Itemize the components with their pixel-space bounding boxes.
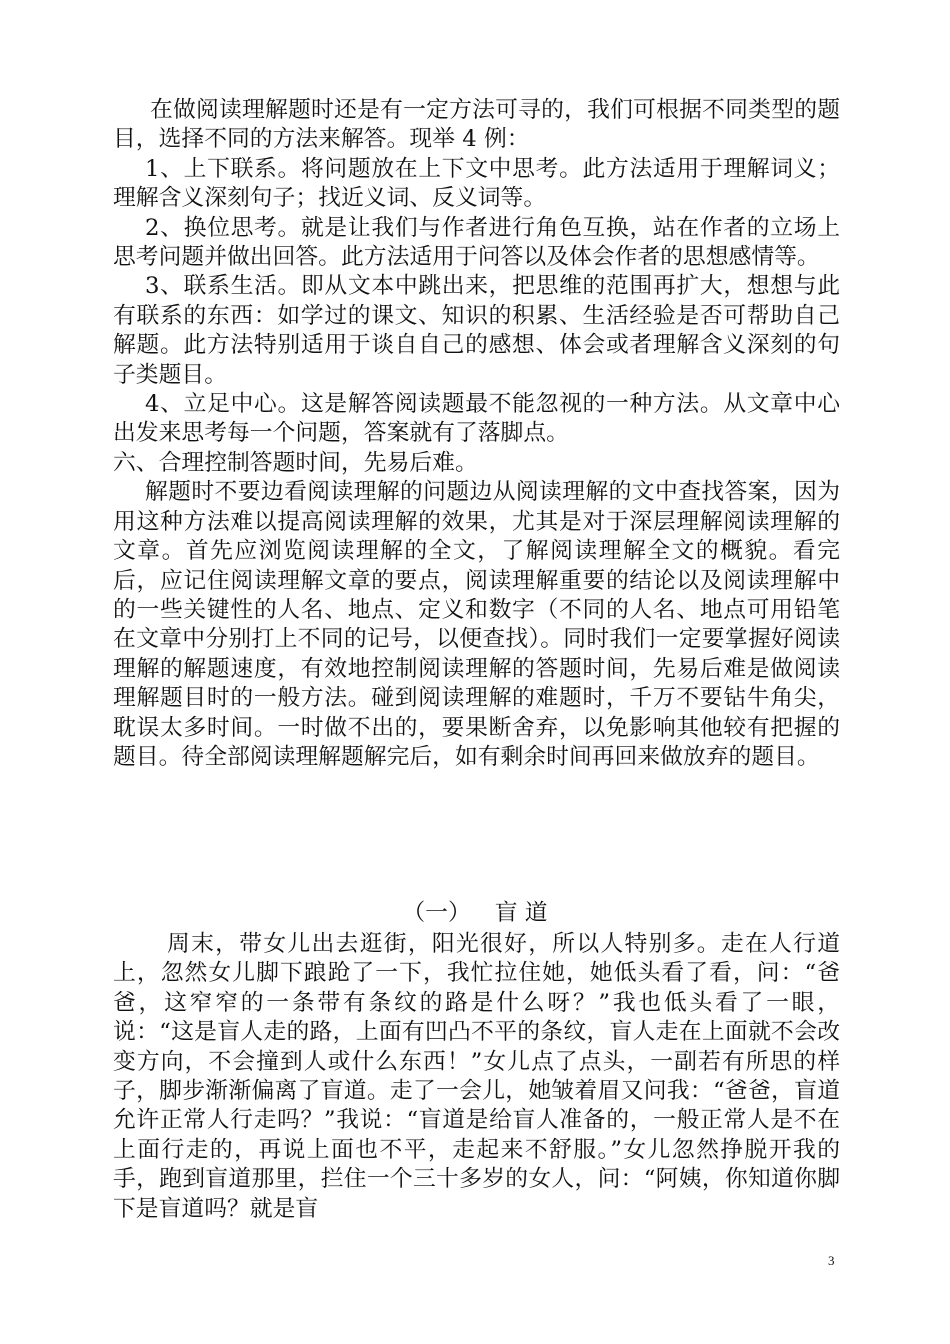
- story-number: （一）: [402, 900, 471, 926]
- section-6-body: 解题时不要边看阅读理解的问题边从阅读理解的文中查找答案，因为用这种方法难以提高阅读理解的效果，尤其是对于深层理解阅读理解的文章。首先应浏览阅读理解的全文，了解阅读理解全文的概貌。看完后，应记住阅读理解文章的要点，阅读理解重要的结论以及阅读理解中的一些关键性的人名、地点、定义和数字（不同的人名、地点可用铅笔在文章中分别打上不同的记号，以便查找）。同时我们一定要掌握好阅读理解的解题速度，有效地控制阅读理解的答题时间，先易后难是做阅读理解题目时的一般方法。碰到阅读理解的难题时，千万不要钻牛角尖，耽误太多时间。一时做不出的，要果断舍弃，以免影响其他较有把握的题目。待全部阅读理解题解完后，如有剩余时间再回来做放弃的题目。: [113, 479, 840, 770]
- methods-text-block: [113, 96, 840, 772]
- method-item-4: 4、立足中心。这是解答阅读题最不能忽视的一种方法。从文章中心出发来思考每一个问题，答案就有了落脚点。: [113, 391, 840, 447]
- story-paragraph: 周末，带女儿出去逛街，阳光很好，所以人特别多。走在人行道上，忽然女儿脚下踉跄了一下，我忙拉住她，她低头看了看，问：“爸爸，这窄窄的一条带有条纹的路是什么呀？”我也低头看了一眼，说：“这是盲人走的路，上面有凹凸不平的条纹，盲人走在上面就不会改变方向，不会撞到人或什么东西！”女儿点了点头，一副若有所思的样子，脚步渐渐偏离了盲道。走了一会儿，她皱着眉又问我：“爸爸，盲道允许正常人行走吗？”我说：“盲道是给盲人准备的，一般正常人是不在上面行走的，再说上面也不平，走起来不舒服。”女儿忽然挣脱开我的手，跑到盲道那里，拦住一个三十多岁的女人，问：“阿姨，你知道你脚下是盲道吗？就是盲: [113, 931, 840, 1222]
- method-item-2: 2、换位思考。就是让我们与作者进行角色互换，站在作者的立场上思考问题并做出回答。此方法适用于问答以及体会作者的思想感情等。: [113, 214, 840, 271]
- story-title: [0, 898, 950, 928]
- method-item-3: 3、联系生活。即从文本中跳出来，把思维的范围再扩大，想想与此有联系的东西：如学过的课文、知识的积累、生活经验是否可帮助自己解题。此方法特别适用于谈自自己的感想、体会或者理解含义深刻的句子类题目。: [113, 273, 840, 388]
- intro-paragraph: 在做阅读理解题时还是有一定方法可寻的，我们可根据不同类型的题目，选择不同的方法来解答。现举 4 例：: [113, 97, 840, 153]
- section-6-heading: 六、合理控制答题时间，先易后难。: [113, 449, 478, 476]
- story-text-block: [113, 930, 840, 1224]
- page-number: 3: [828, 1253, 835, 1268]
- method-item-1: 1、上下联系。将问题放在上下文中思考。此方法适用于理解词义；理解含义深刻句子；找近义词、反义词等。: [113, 155, 840, 212]
- story-title-text: 盲 道: [494, 900, 548, 926]
